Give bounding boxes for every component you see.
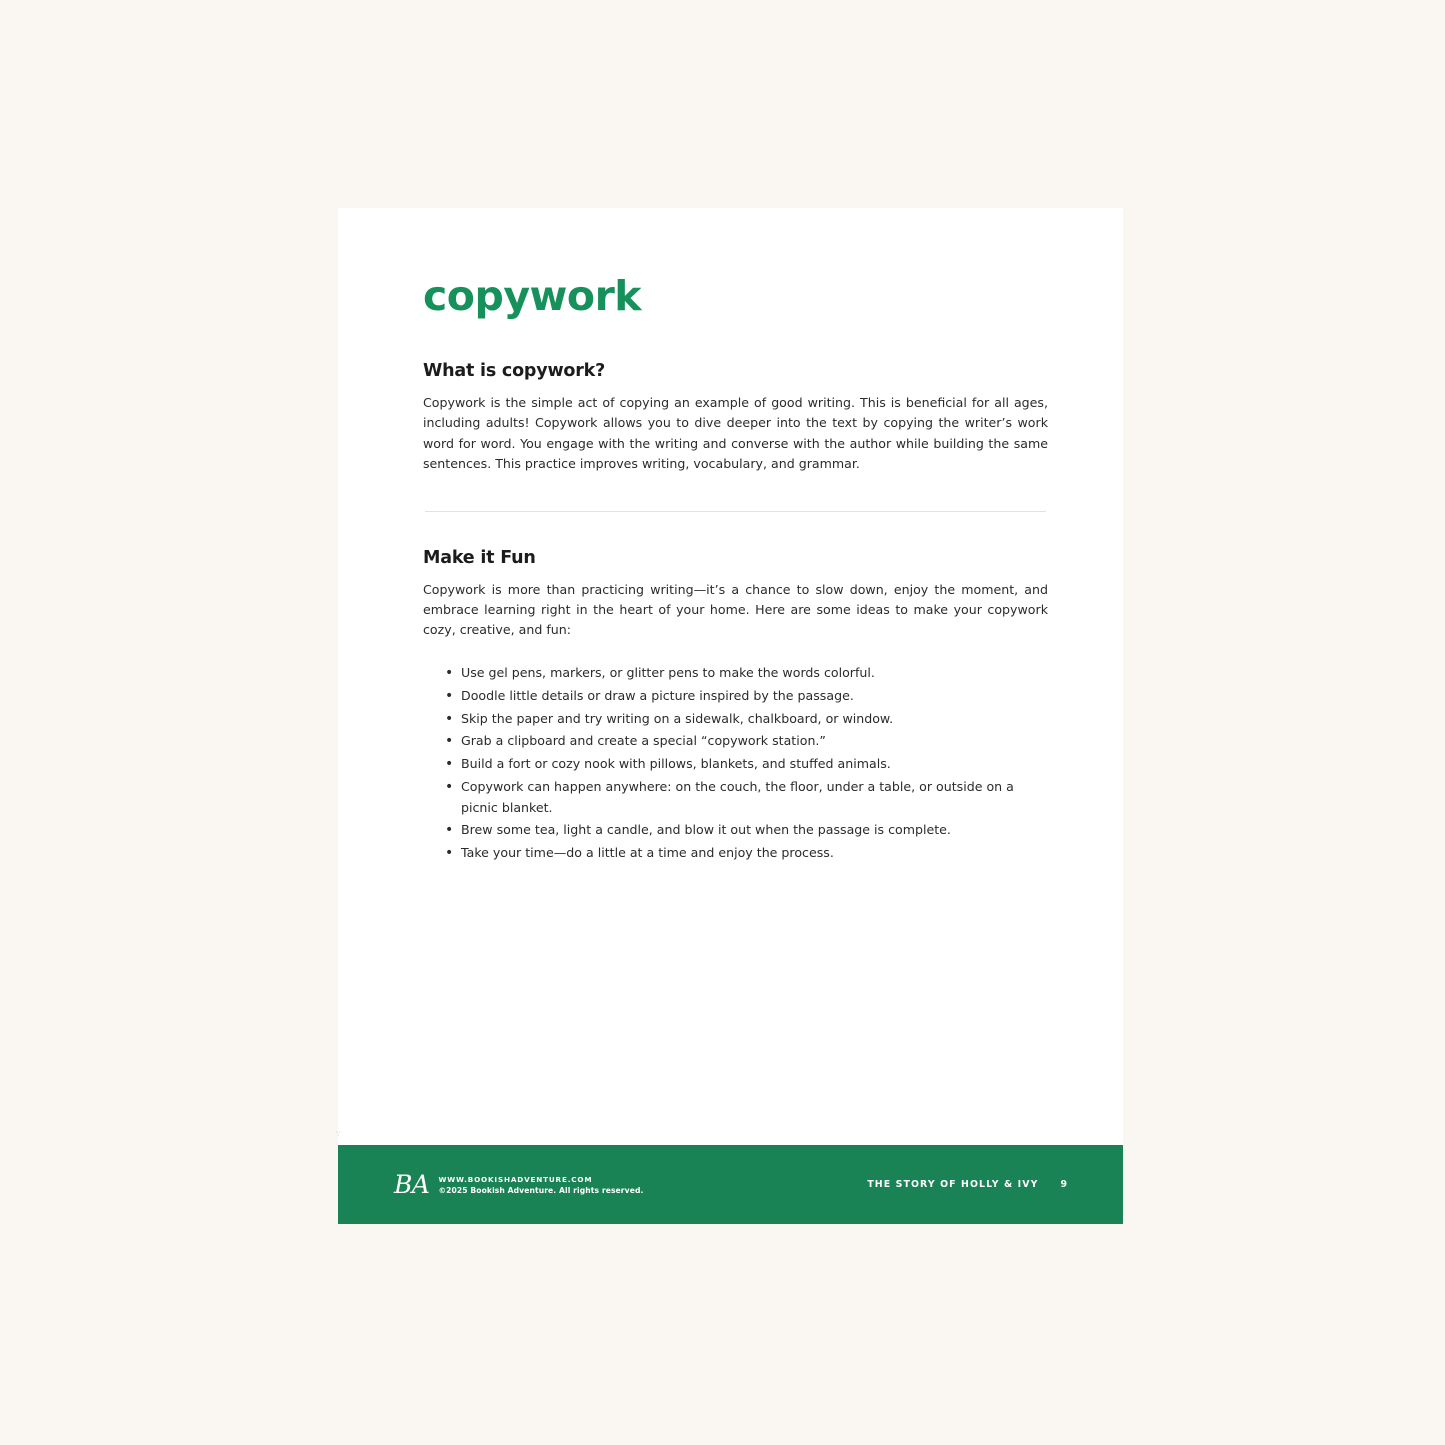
- fun-ideas-list: [423, 663, 1048, 864]
- footer-website-url: WWW.BOOKISHADVENTURE.COM: [438, 1174, 593, 1184]
- list-item: • Grab a clipboard and create a special “copywork station.”: [445, 731, 1048, 751]
- list-item: • Copywork can happen anywhere: on the couch, the floor, under a table, or outside on a picnic blanket.: [445, 777, 1048, 818]
- footer-copyright: ©2025 Bookish Adventure. All rights reserved.: [438, 1185, 644, 1195]
- crop-mark: ∵: [336, 1130, 341, 1138]
- section-make-it-fun: [423, 548, 1048, 864]
- footer-brand: [394, 1172, 643, 1197]
- document-page: [338, 208, 1123, 1224]
- page-footer: [338, 1145, 1123, 1224]
- section-heading-what-is-copywork: What is copywork?: [423, 361, 606, 381]
- list-item: • Doodle little details or draw a picture inspired by the passage.: [445, 686, 1048, 706]
- list-item: • Brew some tea, light a candle, and blow it out when the passage is complete.: [445, 820, 1048, 840]
- section-what-is-copywork: [423, 361, 1048, 475]
- footer-page-number: 9: [1060, 1179, 1067, 1190]
- list-item: • Skip the paper and try writing on a sidewalk, chalkboard, or window.: [445, 709, 1048, 729]
- list-item: • Use gel pens, markers, or glitter pens to make the words colorful.: [445, 663, 1048, 683]
- section-divider: [425, 511, 1046, 512]
- footer-book-title: THE STORY OF HOLLY & IVY: [867, 1179, 1039, 1190]
- list-item: • Take your time—do a little at a time and enjoy the process.: [445, 843, 1048, 863]
- section-paragraph-what-is-copywork: Copywork is the simple act of copying an example of good writing. This is beneficial for all ages, including adults! Copywork allows you to dive deeper into the text by copying the writer’s work word for word. You engage with the writing and converse with the author while building the same sentences. This practice improves writing, vocabulary, and grammar.: [423, 395, 1048, 472]
- brand-logo: BA: [394, 1170, 430, 1199]
- page-title: copywork: [423, 272, 642, 320]
- footer-text-block: [438, 1175, 643, 1195]
- section-paragraph-make-it-fun: Copywork is more than practicing writing—it’s a chance to slow down, enjoy the moment, and embrace learning right in the heart of your home. Here are some ideas to make your copywork cozy, creative, and fun:: [423, 581, 1048, 638]
- footer-meta: [867, 1179, 1067, 1190]
- page-content: [423, 272, 1048, 866]
- list-item: • Build a fort or cozy nook with pillows, blankets, and stuffed animals.: [445, 754, 1048, 774]
- section-heading-make-it-fun: Make it Fun: [423, 547, 536, 568]
